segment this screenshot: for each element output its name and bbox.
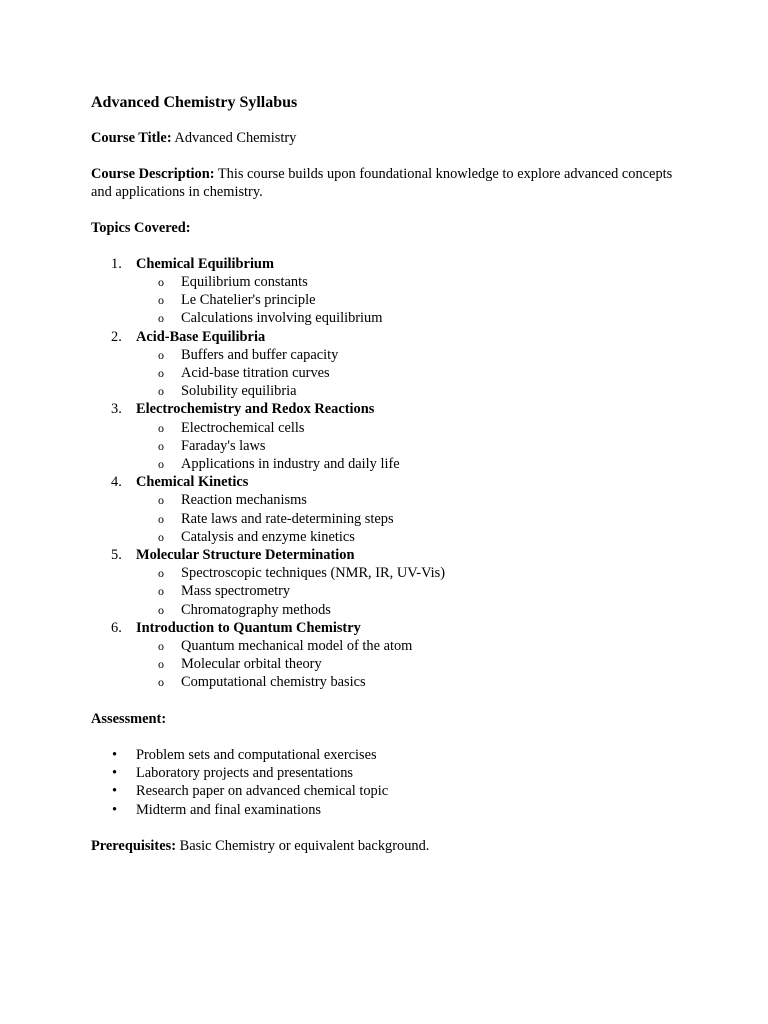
hollow-circle-bullet-icon: o: [158, 675, 164, 690]
assessment-text: Research paper on advanced chemical topic: [136, 783, 389, 800]
subtopic-item: [136, 564, 691, 582]
topic-name: Electrochemistry and Redox Reactions: [136, 401, 375, 418]
subtopic-item: [136, 382, 691, 400]
hollow-circle-bullet-icon: o: [158, 420, 164, 435]
prerequisites-line: [91, 837, 691, 855]
topic-number: 1.: [111, 255, 122, 272]
subtopic-text: Rate laws and rate-determining steps: [181, 510, 394, 527]
bullet-icon: •: [112, 765, 118, 782]
topic-item: [91, 619, 691, 692]
hollow-circle-bullet-icon: o: [158, 293, 164, 308]
assessment-list: [91, 746, 691, 819]
topic-name: Chemical Kinetics: [136, 474, 249, 491]
subtopic-list: [136, 564, 691, 619]
topic-number: 5.: [111, 547, 122, 564]
subtopic-text: Buffers and buffer capacity: [181, 346, 339, 363]
hollow-circle-bullet-icon: o: [158, 639, 164, 654]
subtopic-text: Molecular orbital theory: [181, 656, 322, 673]
assessment-item: [91, 801, 691, 819]
subtopic-item: [136, 601, 691, 619]
topic-number: 2.: [111, 328, 122, 345]
topic-name: Chemical Equilibrium: [136, 255, 274, 272]
subtopic-item: [136, 273, 691, 291]
bullet-icon: •: [112, 801, 118, 818]
hollow-circle-bullet-icon: o: [158, 511, 164, 526]
hollow-circle-bullet-icon: o: [158, 584, 164, 599]
subtopic-text: Acid-base titration curves: [181, 365, 330, 382]
assessment-item: [91, 764, 691, 782]
topic-number: 3.: [111, 401, 122, 418]
subtopic-item: [136, 582, 691, 600]
topic-item: [91, 546, 691, 619]
topic-name: Acid-Base Equilibria: [136, 328, 266, 345]
subtopic-text: Le Chatelier's principle: [181, 292, 316, 309]
prerequisites-value: Basic Chemistry or equivalent background.: [176, 837, 430, 854]
course-description-value: This course builds upon foundational knowledge to explore advanced concepts and applications in chemistry.: [91, 166, 673, 201]
hollow-circle-bullet-icon: o: [158, 457, 164, 472]
assessment-item: [91, 782, 691, 800]
hollow-circle-bullet-icon: o: [158, 275, 164, 290]
subtopic-text: Quantum mechanical model of the atom: [181, 638, 413, 655]
subtopic-item: [136, 491, 691, 509]
topic-item: [91, 473, 691, 546]
subtopic-text: Mass spectrometry: [181, 583, 291, 600]
hollow-circle-bullet-icon: o: [158, 493, 164, 508]
topics-heading: Topics Covered:: [91, 219, 191, 236]
subtopic-text: Equilibrium constants: [181, 274, 308, 291]
subtopic-text: Calculations involving equilibrium: [181, 310, 383, 327]
subtopic-item: [136, 510, 691, 528]
subtopic-item: [136, 455, 691, 473]
assessment-text: Laboratory projects and presentations: [136, 765, 353, 782]
document-title: Advanced Chemistry Syllabus: [91, 94, 298, 111]
topics-list: [91, 255, 691, 692]
subtopic-item: [136, 291, 691, 309]
course-title-label: Course Title:: [91, 130, 172, 146]
course-title-value: Advanced Chemistry: [171, 130, 297, 146]
topic-number: 6.: [111, 619, 122, 636]
subtopic-text: Solubility equilibria: [181, 383, 297, 400]
subtopic-list: [136, 419, 691, 474]
topic-name: Molecular Structure Determination: [136, 547, 355, 564]
subtopic-item: [136, 419, 691, 437]
subtopic-text: Faraday's laws: [181, 437, 266, 454]
bullet-icon: •: [112, 783, 118, 800]
subtopic-item: [136, 437, 691, 455]
subtopic-text: Electrochemical cells: [181, 419, 305, 436]
subtopic-list: [136, 346, 691, 401]
assessment-text: Midterm and final examinations: [136, 801, 322, 818]
topic-item: [91, 255, 691, 328]
subtopic-item: [136, 309, 691, 327]
subtopic-text: Applications in industry and daily life: [181, 456, 400, 473]
bullet-icon: •: [112, 746, 118, 763]
subtopic-item: [136, 364, 691, 382]
subtopic-list: [136, 637, 691, 692]
hollow-circle-bullet-icon: o: [158, 566, 164, 581]
subtopic-text: Computational chemistry basics: [181, 674, 366, 691]
hollow-circle-bullet-icon: o: [158, 347, 164, 362]
topic-item: [91, 400, 691, 473]
topic-item: [91, 328, 691, 401]
assessment-heading: Assessment:: [91, 710, 167, 727]
subtopic-item: [136, 637, 691, 655]
course-description: [91, 165, 691, 201]
subtopic-item: [136, 655, 691, 673]
topic-number: 4.: [111, 474, 122, 491]
subtopic-text: Reaction mechanisms: [181, 492, 307, 509]
hollow-circle-bullet-icon: o: [158, 657, 164, 672]
hollow-circle-bullet-icon: o: [158, 529, 164, 544]
course-description-label: Course Description:: [91, 166, 215, 183]
subtopic-item: [136, 528, 691, 546]
subtopic-text: Chromatography methods: [181, 601, 331, 618]
course-title-line: [91, 129, 691, 147]
hollow-circle-bullet-icon: o: [158, 438, 164, 453]
subtopic-list: [136, 491, 691, 546]
subtopic-text: Spectroscopic techniques (NMR, IR, UV-Vis): [181, 565, 445, 582]
subtopic-list: [136, 273, 691, 328]
hollow-circle-bullet-icon: o: [158, 602, 164, 617]
hollow-circle-bullet-icon: o: [158, 366, 164, 381]
subtopic-item: [136, 673, 691, 691]
prerequisites-label: Prerequisites:: [91, 837, 176, 854]
assessment-item: [91, 746, 691, 764]
assessment-text: Problem sets and computational exercises: [136, 746, 377, 763]
subtopic-item: [136, 346, 691, 364]
syllabus-document: [91, 92, 691, 855]
topic-name: Introduction to Quantum Chemistry: [136, 619, 361, 636]
subtopic-text: Catalysis and enzyme kinetics: [181, 528, 355, 545]
hollow-circle-bullet-icon: o: [158, 311, 164, 326]
hollow-circle-bullet-icon: o: [158, 384, 164, 399]
